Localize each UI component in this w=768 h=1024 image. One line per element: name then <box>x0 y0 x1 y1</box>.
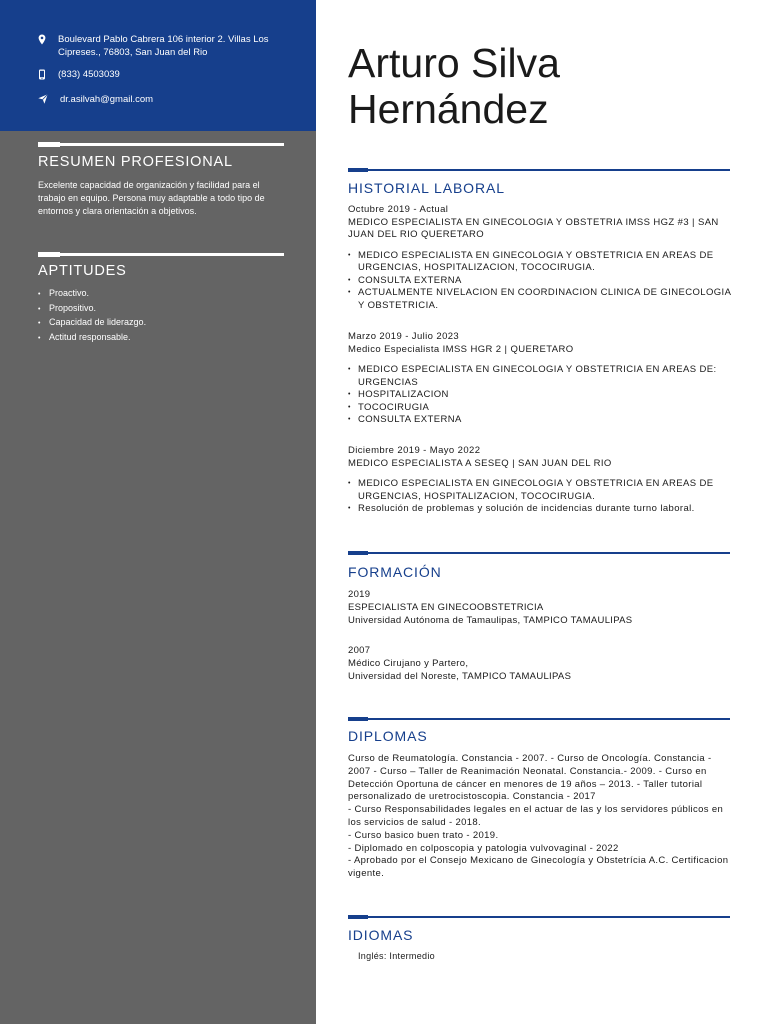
diplomas-list <box>348 753 730 881</box>
languages-divider <box>348 916 730 918</box>
summary-divider <box>38 143 284 146</box>
skills-heading: APTITUDES <box>38 263 127 279</box>
job-duty: • HOSPITALIZACION <box>348 389 738 402</box>
diplomas-heading: DIPLOMAS <box>348 728 428 744</box>
job-duties <box>348 364 738 427</box>
name-line-2: Hernández <box>348 86 549 132</box>
language-item: Inglés: Intermedio <box>358 951 435 961</box>
education-entry <box>348 644 738 683</box>
work-divider <box>348 169 730 171</box>
job-position: MEDICO ESPECIALISTA A SESEQ | SAN JUAN DEL RIO <box>348 457 612 469</box>
job-duty: • ACTUALMENTE NIVELACION EN COORDINACION CLINICA DE GINECOLOGIA Y OBSTETRICIA. <box>348 287 738 312</box>
diploma-item: - Curso basico buen trato - 2019. <box>348 829 499 841</box>
contact-phone-row <box>38 68 278 81</box>
job-duties <box>348 478 738 516</box>
job-date: Octubre 2019 - Actual <box>348 204 449 215</box>
contact-block <box>0 0 316 131</box>
send-icon <box>38 94 48 104</box>
skills-list <box>38 287 146 345</box>
skill-item: • Propositivo. <box>38 302 146 317</box>
job-position: Medico Especialista IMSS HGR 2 | QUERETARO <box>348 343 574 355</box>
location-pin-icon <box>38 34 46 45</box>
contact-email-row <box>38 93 280 106</box>
job-date: Marzo 2019 - Julio 2023 <box>348 331 460 342</box>
education-heading: FORMACIÓN <box>348 564 442 580</box>
job-duty: • MEDICO ESPECIALISTA EN GINECOLOGIA Y OBSTETRICIA EN AREAS DE: URGENCIAS <box>348 364 738 389</box>
summary-heading: RESUMEN PROFESIONAL <box>38 154 233 170</box>
work-heading: HISTORIAL LABORAL <box>348 180 505 196</box>
education-school: Universidad del Noreste, TAMPICO TAMAULIPAS <box>348 671 572 682</box>
job-duty: • CONSULTA EXTERNA <box>348 414 738 427</box>
contact-email[interactable]: dr.asilvah@gmail.com <box>60 94 154 105</box>
job-duty: • TOCOCIRUGIA <box>348 402 738 415</box>
job-entry <box>348 204 738 312</box>
contact-address: Boulevard Pablo Cabrera 106 interior 2. Villas Los Cipreses., 76803, San Juan del Rio <box>58 34 269 58</box>
diploma-item: Curso de Reumatología. Constancia - 2007. - Curso de Oncología. Constancia - 2007 - Curso – Taller de Reanimación Neonatal. Constancia.- 2009. - Curso en Detección Oportuna de cáncer en menores de 19 años – 2013. - Taller tutorial personalizado de uretrocistoscopia. Constancia - 2017 <box>348 753 712 803</box>
job-entry <box>348 331 738 427</box>
job-duties <box>348 250 738 313</box>
education-degree: Médico Cirujano y Partero, <box>348 658 469 669</box>
skill-item: • Capacidad de liderazgo. <box>38 316 146 331</box>
diploma-item: - Curso Responsabilidades legales en el actuar de las y los servidores públicos en los servicios de salud - 2018. <box>348 804 724 828</box>
job-entry <box>348 445 738 516</box>
education-entry <box>348 588 738 627</box>
job-date: Diciembre 2019 - Mayo 2022 <box>348 445 481 456</box>
job-duty: • MEDICO ESPECIALISTA EN GINECOLOGIA Y OBSTETRICIA EN AREAS DE URGENCIAS, HOSPITALIZACION, TOCOCIRUGIA. <box>348 478 738 503</box>
contact-address-row <box>38 33 278 59</box>
diploma-item: - Aprobado por el Consejo Mexicano de Ginecología y Obstetrícia A.C. Certificacion vigente. <box>348 855 729 880</box>
education-divider <box>348 552 730 554</box>
education-degree: ESPECIALISTA EN GINECOOBSTETRICIA <box>348 602 544 613</box>
skill-item: • Proactivo. <box>38 287 146 302</box>
job-duty: • CONSULTA EXTERNA <box>348 275 738 288</box>
languages-heading: IDIOMAS <box>348 927 414 943</box>
job-duty: • MEDICO ESPECIALISTA EN GINECOLOGIA Y OBSTETRICIA EN AREAS DE URGENCIAS, HOSPITALIZACION, TOCOCIRUGIA. <box>348 250 738 275</box>
education-school: Universidad Autónoma de Tamaulipas, TAMPICO TAMAULIPAS <box>348 615 633 626</box>
diplomas-divider <box>348 718 730 720</box>
education-year: 2019 <box>348 589 371 600</box>
candidate-name <box>348 40 748 132</box>
job-position: MEDICO ESPECIALISTA EN GINECOLOGIA Y OBSTETRIA IMSS HGZ #3 | SAN JUAN DEL RIO QUERETARO <box>348 216 719 240</box>
education-year: 2007 <box>348 645 371 656</box>
skill-item: • Actitud responsable. <box>38 331 146 346</box>
contact-phone: (833) 4503039 <box>58 69 120 80</box>
job-duty: • Resolución de problemas y solución de incidencias durante turno laboral. <box>348 503 738 516</box>
diploma-item: - Diplomado en colposcopia y patologia vulvovaginal - 2022 <box>348 842 619 854</box>
summary-text: Excelente capacidad de organización y facilidad para el trabajo en equipo. Persona muy adaptable a todo tipo de entornos y clara orientación a objetivos. <box>38 180 265 216</box>
name-line-1: Arturo Silva <box>348 40 560 86</box>
skills-divider <box>38 253 284 256</box>
phone-icon <box>38 69 46 80</box>
